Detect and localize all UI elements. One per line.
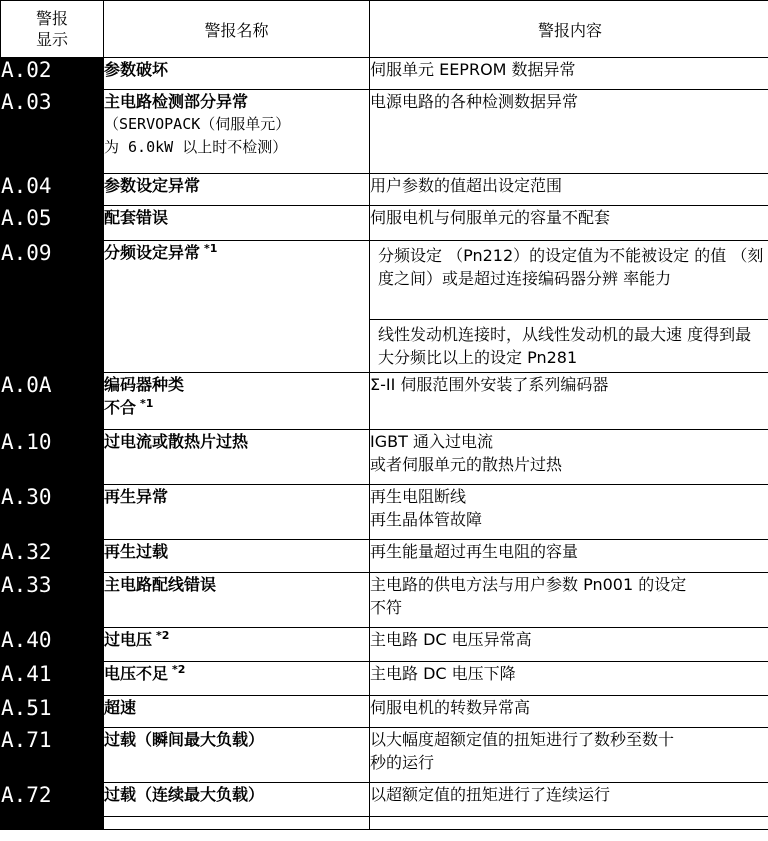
table-row <box>1 58 768 90</box>
footnote-mark: *1 <box>204 241 218 255</box>
alarm-name-text: 过电流或散热片过热 <box>104 432 249 451</box>
header-alarm-name: 警报名称 <box>104 1 370 58</box>
table-row <box>1 728 768 783</box>
alarm-name-text: 再生异常 <box>104 487 169 506</box>
table-row <box>1 540 768 573</box>
alarm-content <box>370 696 768 728</box>
table-row-cutoff <box>1 817 768 830</box>
alarm-name-text: 参数设定异常 <box>104 176 201 195</box>
table-row <box>1 430 768 485</box>
alarm-content-line: 再生电阻断线 <box>370 487 467 506</box>
alarm-content <box>370 783 768 817</box>
alarm-content-part <box>370 319 768 372</box>
alarm-content-line: 主电路 DC 电压下降 <box>370 664 516 683</box>
alarm-content <box>370 573 768 628</box>
alarm-content-cutoff <box>370 817 768 830</box>
alarm-code: A.04 <box>1 174 104 206</box>
alarm-name-note: （SERVOPACK（伺服单元） <box>104 115 291 133</box>
alarm-content-part <box>370 241 768 319</box>
alarm-code: A.02 <box>1 58 104 90</box>
table-row <box>1 206 768 241</box>
table-row <box>1 485 768 540</box>
alarm-name-text: 编码器种类 <box>104 375 185 394</box>
alarm-name-label: 分频设定异常 <box>104 243 201 262</box>
alarm-name-text <box>104 241 369 264</box>
table-header-row <box>1 1 768 58</box>
alarm-code: A.51 <box>1 696 104 728</box>
table-row <box>1 573 768 628</box>
alarm-name <box>104 373 370 430</box>
table-row <box>1 628 768 662</box>
alarm-content-line: 以大幅度超额定值的扭矩进行了数秒至数十 <box>370 730 675 749</box>
alarm-content <box>370 628 768 662</box>
alarm-content-line: 以超额定值的扭矩进行了连续运行 <box>370 785 611 804</box>
alarm-code: A.72 <box>1 783 104 817</box>
alarm-code: A.09 <box>1 241 104 373</box>
alarm-name <box>104 241 370 373</box>
alarm-content <box>370 430 768 485</box>
alarm-content <box>370 174 768 206</box>
table-row <box>1 373 768 430</box>
alarm-name-text <box>104 662 369 685</box>
alarm-content-line: 再生能量超过再生电阻的容量 <box>370 542 579 561</box>
alarm-content <box>370 373 768 430</box>
alarm-name <box>104 174 370 206</box>
alarm-content-line: IGBT 通入过电流 <box>370 432 493 451</box>
alarm-content-line: 主电路 DC 电压异常高 <box>370 630 532 649</box>
alarm-content-line: 不符 <box>370 598 403 617</box>
alarm-name-text <box>104 628 369 651</box>
alarm-name-label: 不合 <box>104 398 137 417</box>
alarm-name-label: 电压不足 <box>104 664 169 683</box>
alarm-name-text: 超速 <box>104 698 137 717</box>
alarm-name-text: 参数破坏 <box>104 60 169 79</box>
alarm-content-line: 主电路的供电方法与用户参数 Pn001 的设定 <box>370 575 687 594</box>
alarm-content-line: 伺服电机的转数异常高 <box>370 698 531 717</box>
alarm-content-line: 分频设定 （Pn212）的设定值为不能被设定 <box>378 246 690 265</box>
header-alarm-display-line1: 警报 <box>35 9 68 28</box>
alarm-name <box>104 783 370 817</box>
alarm-name-note: 为 6.0kW 以上时不检测） <box>104 138 288 156</box>
alarm-content <box>370 540 768 573</box>
alarm-name-cutoff <box>104 817 370 830</box>
alarm-code: A.33 <box>1 573 104 628</box>
alarm-name <box>104 58 370 90</box>
alarm-name <box>104 696 370 728</box>
alarm-name-label: 过电压 <box>104 630 153 649</box>
alarm-content-line: 度得到最大分频比以上的设定 Pn281 <box>378 325 752 367</box>
alarm-name <box>104 728 370 783</box>
alarm-content <box>370 58 768 90</box>
alarm-code: A.10 <box>1 430 104 485</box>
alarm-name-text <box>104 396 369 419</box>
table-row <box>1 174 768 206</box>
alarm-content <box>370 485 768 540</box>
header-alarm-content: 警报内容 <box>370 1 768 58</box>
alarm-name <box>104 90 370 174</box>
alarm-code-cutoff <box>1 817 104 830</box>
alarm-content-line: 秒的运行 <box>370 753 435 772</box>
alarm-content-line: 的值 （刻度之间）或是超过连接编码器分辨 <box>378 246 764 288</box>
table-row <box>1 241 768 373</box>
alarm-name-text: 主电路配线错误 <box>104 575 217 594</box>
alarm-code: A.40 <box>1 628 104 662</box>
alarm-content-line: 伺服单元 EEPROM 数据异常 <box>370 60 576 79</box>
table-row <box>1 783 768 817</box>
alarm-name <box>104 206 370 241</box>
alarm-code: A.0A <box>1 373 104 430</box>
alarm-name-text: 再生过载 <box>104 542 169 561</box>
alarm-code: A.05 <box>1 206 104 241</box>
alarm-name-text: 配套错误 <box>104 208 169 227</box>
alarm-name <box>104 628 370 662</box>
alarm-code: A.03 <box>1 90 104 174</box>
table-row <box>1 90 768 174</box>
alarm-name <box>104 430 370 485</box>
alarm-content <box>370 206 768 241</box>
alarm-code: A.32 <box>1 540 104 573</box>
alarm-name-text: 过载（瞬间最大负载） <box>104 730 265 749</box>
alarm-code: A.30 <box>1 485 104 540</box>
alarm-content <box>370 90 768 174</box>
header-alarm-display <box>1 1 104 58</box>
footnote-mark: *2 <box>156 628 170 642</box>
alarm-content-line: 用户参数的值超出设定范围 <box>370 176 563 195</box>
alarm-content-line: 率能力 <box>623 269 672 288</box>
alarm-name <box>104 573 370 628</box>
alarm-name-text: 主电路检测部分异常 <box>104 92 249 111</box>
alarm-content <box>370 662 768 696</box>
alarm-code: A.71 <box>1 728 104 783</box>
alarm-content-line: 或者伺服单元的散热片过热 <box>370 455 563 474</box>
alarm-content <box>370 728 768 783</box>
alarm-content-line: 线性发动机连接时，从线性发动机的最大速 <box>378 325 683 344</box>
header-alarm-display-line2: 显示 <box>35 30 68 49</box>
alarm-content-line: Σ-II 伺服范围外安装了系列编码器 <box>370 375 609 394</box>
footnote-mark: *2 <box>172 662 186 676</box>
alarm-name <box>104 540 370 573</box>
alarm-name <box>104 485 370 540</box>
alarm-code: A.41 <box>1 662 104 696</box>
alarm-content-line: 再生晶体管故障 <box>370 510 483 529</box>
table-row <box>1 662 768 696</box>
alarm-name-text: 过载（连续最大负载） <box>104 785 265 804</box>
alarm-name <box>104 662 370 696</box>
alarm-content-line: 电源电路的各种检测数据异常 <box>370 92 579 111</box>
footnote-mark: *1 <box>140 396 154 410</box>
alarm-content <box>370 241 768 373</box>
alarm-content-line: 伺服电机与伺服单元的容量不配套 <box>370 208 611 227</box>
table-row <box>1 696 768 728</box>
